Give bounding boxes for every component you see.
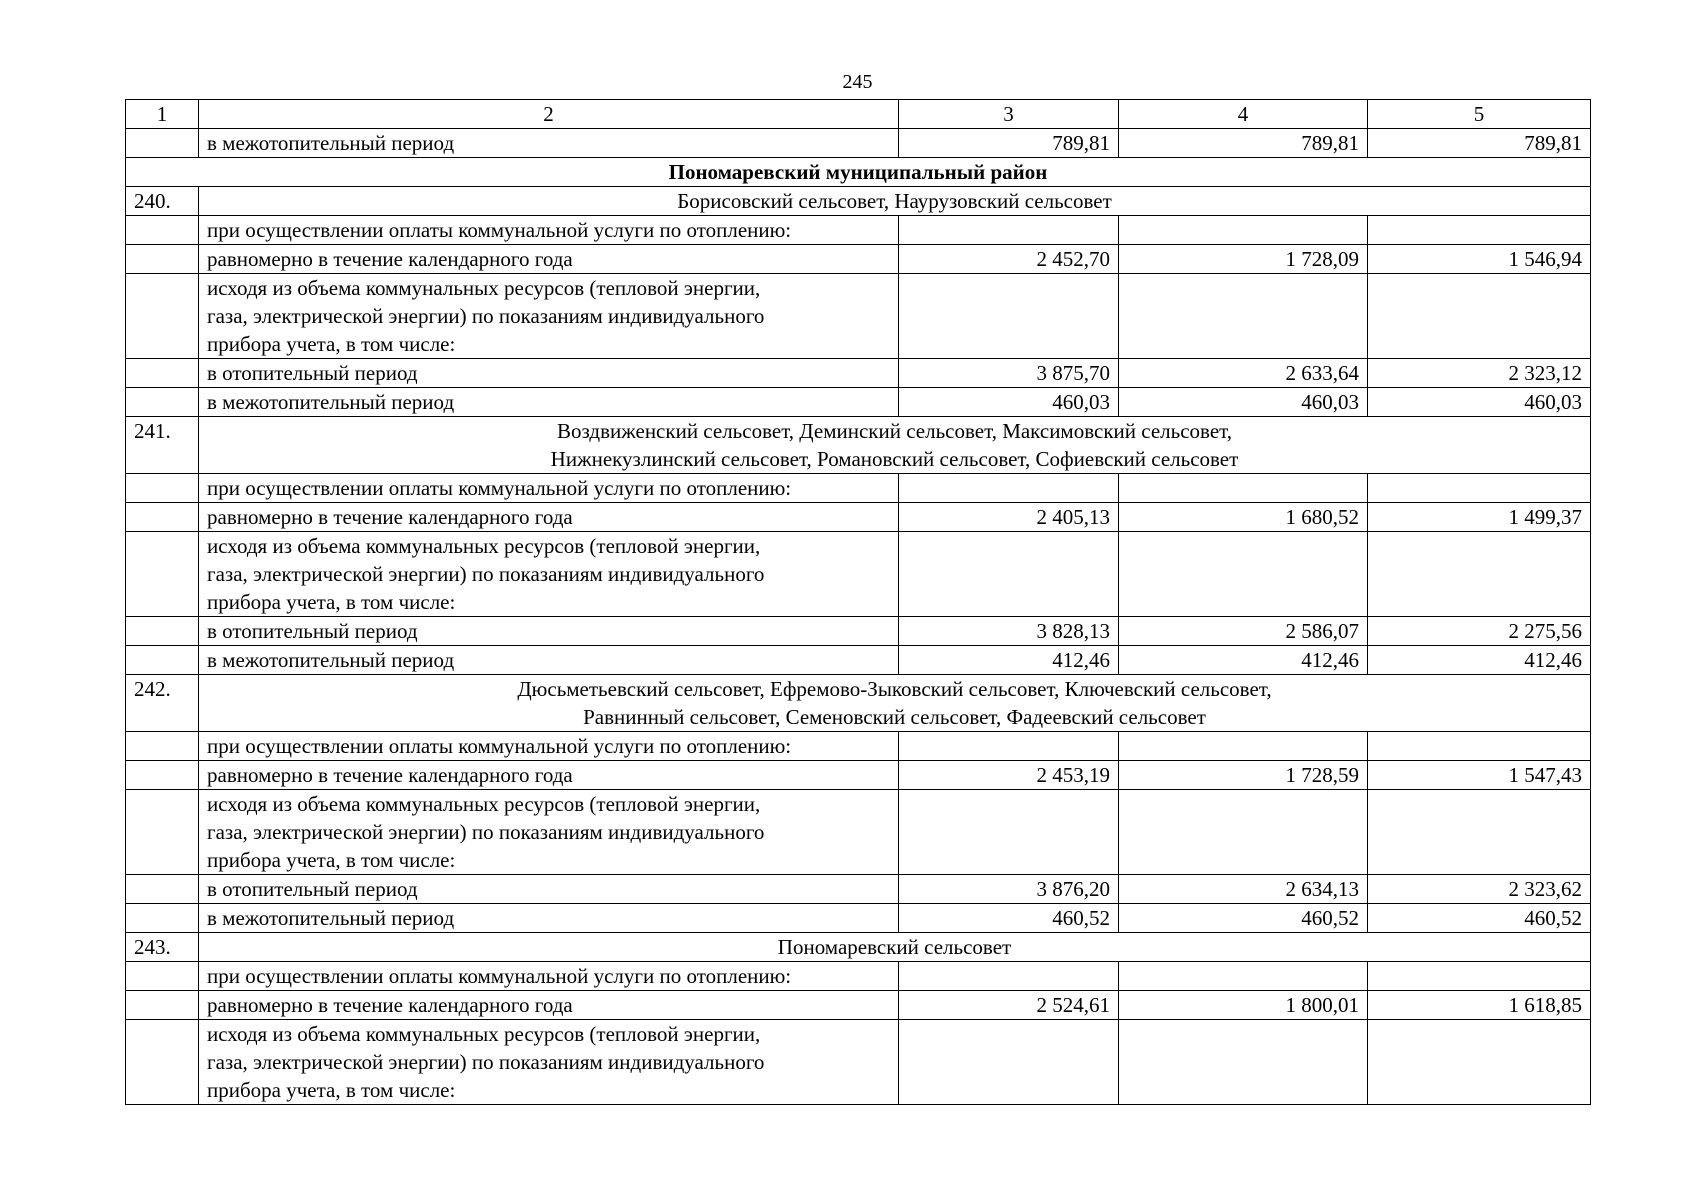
value-col-4 bbox=[1119, 274, 1368, 359]
row-index bbox=[126, 790, 199, 875]
value-col-4: 1 728,09 bbox=[1119, 245, 1368, 274]
row-index bbox=[126, 1020, 199, 1105]
row-index bbox=[126, 904, 199, 933]
value-col-5: 789,81 bbox=[1368, 129, 1591, 158]
value-col-4 bbox=[1119, 962, 1368, 991]
value-col-4: 460,52 bbox=[1119, 904, 1368, 933]
row-label: в отопительный период bbox=[199, 617, 899, 646]
table-header-row bbox=[126, 100, 1591, 129]
value-col-5 bbox=[1368, 732, 1591, 761]
row-label bbox=[199, 532, 899, 617]
section-title bbox=[199, 675, 1591, 732]
row-index bbox=[126, 216, 199, 245]
row-label: в межотопительный период bbox=[199, 129, 899, 158]
section-title-line: Равнинный сельсовет, Семеновский сельсовет, Фадеевский сельсовет bbox=[583, 705, 1206, 729]
row-index bbox=[126, 962, 199, 991]
row-index bbox=[126, 359, 199, 388]
row-label-line: прибора учета, в том числе: bbox=[207, 332, 456, 356]
table-row bbox=[126, 732, 1591, 761]
value-col-5 bbox=[1368, 1020, 1591, 1105]
row-label-line: исходя из объема коммунальных ресурсов (тепловой энергии, bbox=[207, 1022, 761, 1046]
row-label: равномерно в течение календарного года bbox=[199, 761, 899, 790]
row-label bbox=[199, 274, 899, 359]
value-col-5 bbox=[1368, 274, 1591, 359]
row-label-line: газа, электрической энергии) по показаниям индивидуального bbox=[207, 820, 765, 844]
value-col-3 bbox=[899, 732, 1119, 761]
table-row bbox=[126, 904, 1591, 933]
value-col-4: 1 728,59 bbox=[1119, 761, 1368, 790]
tariff-table bbox=[125, 99, 1591, 1105]
value-col-5: 412,46 bbox=[1368, 646, 1591, 675]
value-col-4 bbox=[1119, 532, 1368, 617]
value-col-4: 789,81 bbox=[1119, 129, 1368, 158]
value-col-4 bbox=[1119, 790, 1368, 875]
value-col-5 bbox=[1368, 790, 1591, 875]
value-col-3 bbox=[899, 474, 1119, 503]
value-col-3: 789,81 bbox=[899, 129, 1119, 158]
row-label: при осуществлении оплаты коммунальной услуги по отоплению: bbox=[199, 962, 899, 991]
table-row bbox=[126, 129, 1591, 158]
value-col-4: 460,03 bbox=[1119, 388, 1368, 417]
row-label: равномерно в течение календарного года bbox=[199, 503, 899, 532]
row-label: при осуществлении оплаты коммунальной услуги по отоплению: bbox=[199, 474, 899, 503]
value-col-3: 3 828,13 bbox=[899, 617, 1119, 646]
row-label bbox=[199, 1020, 899, 1105]
value-col-3 bbox=[899, 216, 1119, 245]
section-number: 243. bbox=[126, 933, 199, 962]
value-col-5: 460,52 bbox=[1368, 904, 1591, 933]
column-header-5: 5 bbox=[1368, 100, 1591, 129]
value-col-3 bbox=[899, 532, 1119, 617]
section-row bbox=[126, 933, 1591, 962]
row-label: в межотопительный период bbox=[199, 904, 899, 933]
section-title-line: Борисовский сельсовет, Наурузовский сельсовет bbox=[677, 189, 1112, 213]
table-row bbox=[126, 790, 1591, 875]
row-label: в отопительный период bbox=[199, 359, 899, 388]
row-label: равномерно в течение календарного года bbox=[199, 245, 899, 274]
table-row bbox=[126, 962, 1591, 991]
value-col-3 bbox=[899, 274, 1119, 359]
section-row bbox=[126, 187, 1591, 216]
row-label-line: газа, электрической энергии) по показаниям индивидуального bbox=[207, 562, 765, 586]
value-col-3: 2 524,61 bbox=[899, 991, 1119, 1020]
table-row bbox=[126, 388, 1591, 417]
row-index bbox=[126, 245, 199, 274]
row-label-line: газа, электрической энергии) по показаниям индивидуального bbox=[207, 304, 765, 328]
row-index bbox=[126, 503, 199, 532]
table-row bbox=[126, 474, 1591, 503]
row-label-line: прибора учета, в том числе: bbox=[207, 848, 456, 872]
row-index bbox=[126, 274, 199, 359]
value-col-3: 460,03 bbox=[899, 388, 1119, 417]
section-title bbox=[199, 187, 1591, 216]
district-title: Пономаревский муниципальный район bbox=[126, 158, 1591, 187]
value-col-5: 2 323,12 bbox=[1368, 359, 1591, 388]
value-col-3: 2 453,19 bbox=[899, 761, 1119, 790]
section-row bbox=[126, 417, 1591, 474]
section-number: 240. bbox=[126, 187, 199, 216]
table-row bbox=[126, 875, 1591, 904]
value-col-5: 2 275,56 bbox=[1368, 617, 1591, 646]
value-col-3: 3 876,20 bbox=[899, 875, 1119, 904]
value-col-5 bbox=[1368, 962, 1591, 991]
section-title-line: Дюсьметьевский сельсовет, Ефремово-Зыковский сельсовет, Ключевский сельсовет, bbox=[517, 677, 1272, 701]
section-title-line: Нижнекузлинский сельсовет, Романовский сельсовет, Софиевский сельсовет bbox=[550, 447, 1239, 471]
row-index bbox=[126, 761, 199, 790]
column-header-1: 1 bbox=[126, 100, 199, 129]
section-number: 241. bbox=[126, 417, 199, 474]
table-row bbox=[126, 761, 1591, 790]
value-col-4 bbox=[1119, 474, 1368, 503]
column-header-4: 4 bbox=[1119, 100, 1368, 129]
column-header-2: 2 bbox=[199, 100, 899, 129]
value-col-3: 2 452,70 bbox=[899, 245, 1119, 274]
value-col-5: 1 546,94 bbox=[1368, 245, 1591, 274]
value-col-3: 412,46 bbox=[899, 646, 1119, 675]
row-index bbox=[126, 732, 199, 761]
value-col-4: 2 634,13 bbox=[1119, 875, 1368, 904]
row-index bbox=[126, 129, 199, 158]
section-title-line: Воздвиженский сельсовет, Деминский сельсовет, Максимовский сельсовет, bbox=[557, 419, 1232, 443]
section-row bbox=[126, 675, 1591, 732]
row-label-line: прибора учета, в том числе: bbox=[207, 590, 456, 614]
value-col-5: 1 547,43 bbox=[1368, 761, 1591, 790]
value-col-5: 1 618,85 bbox=[1368, 991, 1591, 1020]
column-header-3: 3 bbox=[899, 100, 1119, 129]
value-col-5 bbox=[1368, 532, 1591, 617]
row-label-line: исходя из объема коммунальных ресурсов (тепловой энергии, bbox=[207, 534, 761, 558]
row-index bbox=[126, 646, 199, 675]
value-col-5 bbox=[1368, 474, 1591, 503]
table-row bbox=[126, 216, 1591, 245]
value-col-3 bbox=[899, 790, 1119, 875]
value-col-4: 2 586,07 bbox=[1119, 617, 1368, 646]
row-label-line: исходя из объема коммунальных ресурсов (тепловой энергии, bbox=[207, 276, 761, 300]
value-col-4: 412,46 bbox=[1119, 646, 1368, 675]
value-col-3: 2 405,13 bbox=[899, 503, 1119, 532]
row-index bbox=[126, 617, 199, 646]
row-index bbox=[126, 532, 199, 617]
value-col-4: 2 633,64 bbox=[1119, 359, 1368, 388]
table-row bbox=[126, 617, 1591, 646]
value-col-3: 460,52 bbox=[899, 904, 1119, 933]
table-row bbox=[126, 1020, 1591, 1105]
value-col-3: 3 875,70 bbox=[899, 359, 1119, 388]
row-label: равномерно в течение календарного года bbox=[199, 991, 899, 1020]
section-title bbox=[199, 933, 1591, 962]
value-col-5: 2 323,62 bbox=[1368, 875, 1591, 904]
value-col-3 bbox=[899, 1020, 1119, 1105]
table-row bbox=[126, 503, 1591, 532]
row-label: в межотопительный период bbox=[199, 646, 899, 675]
value-col-4 bbox=[1119, 1020, 1368, 1105]
value-col-4 bbox=[1119, 732, 1368, 761]
value-col-5: 460,03 bbox=[1368, 388, 1591, 417]
row-label: в отопительный период bbox=[199, 875, 899, 904]
row-label: при осуществлении оплаты коммунальной услуги по отоплению: bbox=[199, 216, 899, 245]
row-label-line: газа, электрической энергии) по показаниям индивидуального bbox=[207, 1050, 765, 1074]
row-index bbox=[126, 991, 199, 1020]
value-col-5: 1 499,37 bbox=[1368, 503, 1591, 532]
value-col-4 bbox=[1119, 216, 1368, 245]
row-label-line: исходя из объема коммунальных ресурсов (тепловой энергии, bbox=[207, 792, 761, 816]
table-row bbox=[126, 274, 1591, 359]
section-number: 242. bbox=[126, 675, 199, 732]
district-row bbox=[126, 158, 1591, 187]
row-label: при осуществлении оплаты коммунальной услуги по отоплению: bbox=[199, 732, 899, 761]
section-title-line: Пономаревский сельсовет bbox=[777, 935, 1012, 959]
row-label bbox=[199, 790, 899, 875]
row-label: в межотопительный период bbox=[199, 388, 899, 417]
page-number: 245 bbox=[842, 71, 873, 93]
row-label-line: прибора учета, в том числе: bbox=[207, 1078, 456, 1102]
table-row bbox=[126, 991, 1591, 1020]
value-col-3 bbox=[899, 962, 1119, 991]
table-row bbox=[126, 245, 1591, 274]
row-index bbox=[126, 474, 199, 503]
table-row bbox=[126, 359, 1591, 388]
value-col-5 bbox=[1368, 216, 1591, 245]
table-row bbox=[126, 532, 1591, 617]
section-title bbox=[199, 417, 1591, 474]
row-index bbox=[126, 875, 199, 904]
table-row bbox=[126, 646, 1591, 675]
row-index bbox=[126, 388, 199, 417]
value-col-4: 1 680,52 bbox=[1119, 503, 1368, 532]
value-col-4: 1 800,01 bbox=[1119, 991, 1368, 1020]
